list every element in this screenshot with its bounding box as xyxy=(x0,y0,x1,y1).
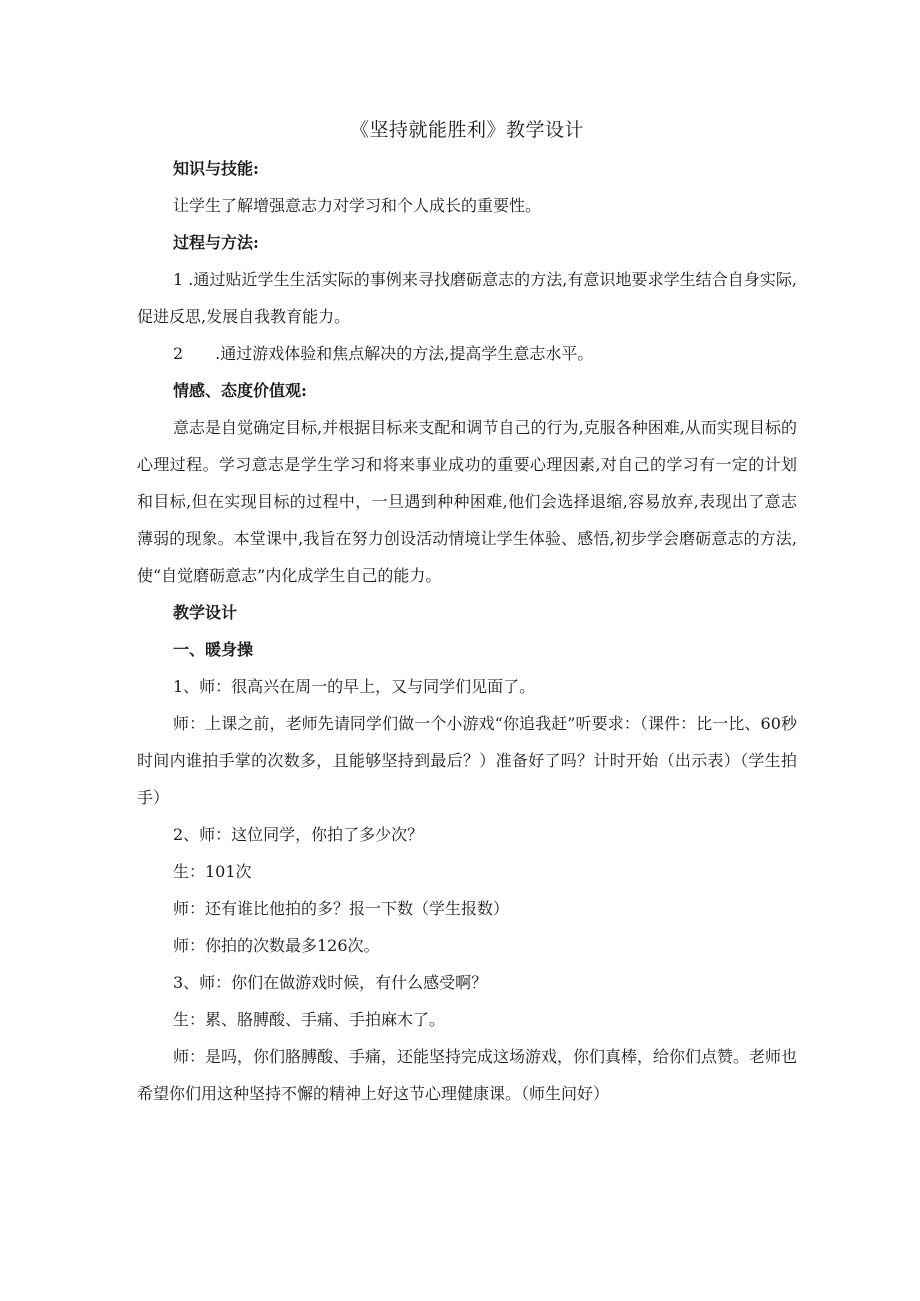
dialogue-line: 师：是吗，你们胳膊酸、手痛，还能坚持完成这场游戏，你们真棒，给你们点赞。老师也希望你们用这种坚持不懈的精神上好这节心理健康课。（师生问好） xyxy=(137,1047,798,1103)
document-page xyxy=(137,112,797,1112)
dialogue-line: 生：累、胳膊酸、手痛、手拍麻木了。 xyxy=(173,1010,446,1029)
dialogue-line: 师：你拍的次数最多126次。 xyxy=(173,936,380,955)
emotion-heading: 情感、态度价值观: xyxy=(173,381,307,400)
knowledge-text: 让学生了解增强意志力对学习和个人成长的重要性。 xyxy=(173,196,542,215)
process-item-1: 1 .通过贴近学生生活实际的事例来寻找磨砺意志的方法,有意识地要求学生结合自身实际,促进反思,发展自我教育能力。 xyxy=(137,270,797,326)
process-heading: 过程与方法: xyxy=(173,233,259,252)
dialogue-line: 师：上课之前，老师先请同学们做一个小游戏“你追我赶”听要求：（课件：比一比、60秒时间内谁拍手掌的次数多，且能够坚持到最后？）准备好了吗？计时开始（出示表）（学生拍手） xyxy=(137,714,797,807)
dialogue-line: 1、师：很高兴在周一的早上，又与同学们见面了。 xyxy=(173,677,536,696)
process-item-2: 2 .通过游戏体验和焦点解决的方法,提高学生意志水平。 xyxy=(173,344,594,363)
dialogue-line: 生：101次 xyxy=(173,862,252,881)
dialogue-line: 师：还有谁比他拍的多？报一下数（学生报数） xyxy=(173,899,510,918)
warmup-heading: 一、暖身操 xyxy=(173,640,254,659)
emotion-text: 意志是自觉确定目标,并根据目标来支配和调节自己的行为,克服各种困难,从而实现目标的心理过程。学习意志是学生学习和将来事业成功的重要心理因素,对自己的学习有一定的计划和目标,但在实现目标的过程中，一旦遇到种种困难,他们会选择退缩,容易放弃,表现出了意志薄弱的现象。本堂课中,我旨在努力创设活动情境让学生体验、感悟,初步学会磨砺意志的方法,使“自觉磨砺意志”内化成学生自己的能力。 xyxy=(137,418,797,585)
knowledge-heading: 知识与技能: xyxy=(173,159,259,178)
dialogue-line: 2、师：这位同学，你拍了多少次？ xyxy=(173,825,424,844)
document-title: 《坚持就能胜利》教学设计 xyxy=(349,119,584,141)
dialogue-line: 3、师：你们在做游戏时候，有什么感受啊？ xyxy=(173,973,488,992)
design-heading: 教学设计 xyxy=(173,603,238,622)
